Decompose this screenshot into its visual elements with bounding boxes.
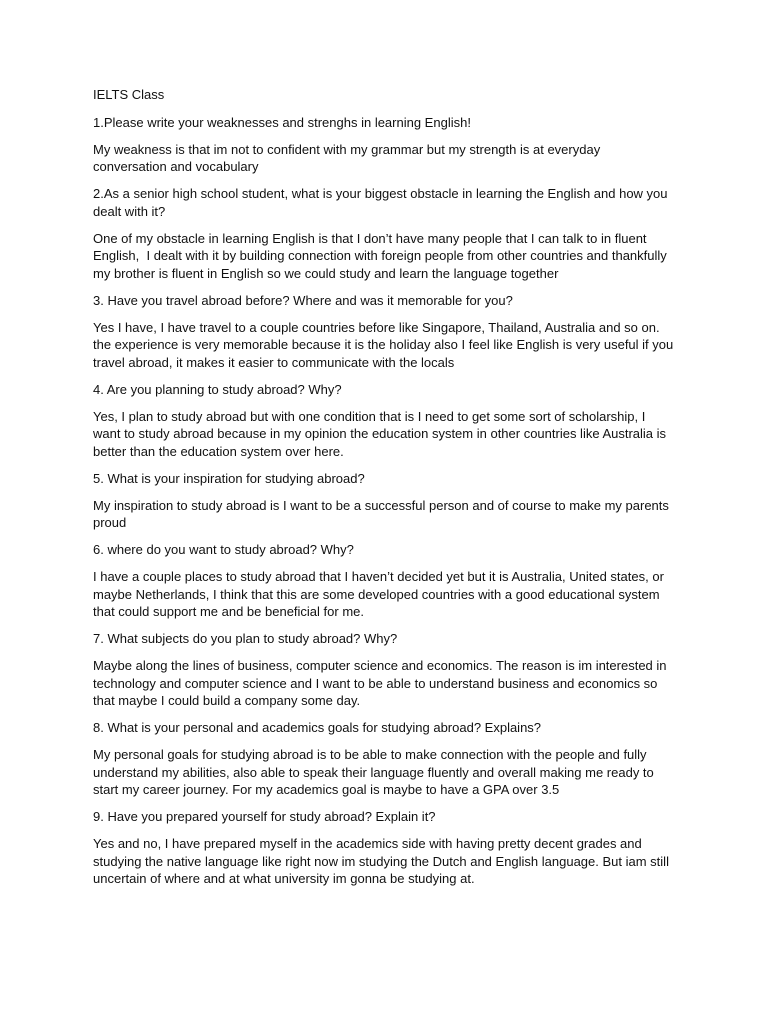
answer-2: One of my obstacle in learning English is that I don’t have many people that I can talk to in fluent English, I dealt with it by building connection with foreign people from other countries and thankfully my brother is fluent in English so we could study and learn the language together (93, 230, 671, 281)
question-8: 8. What is your personal and academics goals for studying abroad? Explains? (93, 720, 542, 735)
question-7: 7. What subjects do you plan to study abroad? Why? (93, 631, 398, 646)
question-6: 6. where do you want to study abroad? Why? (93, 542, 354, 557)
question-2: 2.As a senior high school student, what is your biggest obstacle in learning the English and how you dealt with it? (93, 186, 672, 219)
answer-9: Yes and no, I have prepared myself in the academics side with having pretty decent grades and studying the native language like right now im studying the Dutch and English language. But iam still uncertain of where and at what university im gonna be studying at. (93, 836, 673, 886)
question-3: 3. Have you travel abroad before? Where and was it memorable for you? (93, 292, 513, 308)
answer-5: My inspiration to study abroad is I want to be a successful person and of course to make my parents proud (93, 497, 673, 530)
answer-3: Yes I have, I have travel to a couple countries before like Singapore, Thailand, Australia and so on. the experience is very memorable because it is the holiday also I feel like English is very useful if you travel abroad, it makes it easier to communicate with the locals (93, 319, 677, 370)
answer-1: My weakness is that im not to confident with my grammar but my strength is at everyday conversation and vocabulary (93, 141, 604, 174)
question-1: 1.Please write your weaknesses and strenghs in learning English! (93, 114, 471, 130)
answer-8: My personal goals for studying abroad is to be able to make connection with the people and fully understand my abilities, also able to speak their language fluently and overall making me ready to start my career journey. For my academics goal is maybe to have a GPA over 3.5 (93, 747, 658, 797)
question-4: 4. Are you planning to study abroad? Why? (93, 381, 342, 397)
answer-6: I have a couple places to study abroad that I haven’t decided yet but it is Australia, United states, or maybe Netherlands, I think that this are some developed countries with a good educational system that could support me and be beneficial for me. (93, 569, 668, 619)
question-9: 9. Have you prepared yourself for study abroad? Explain it? (93, 809, 436, 824)
answer-7: Maybe along the lines of business, computer science and economics. The reason is im interested in technology and computer science and I want to be able to understand business and economics so that maybe I could build a company some day. (93, 658, 671, 708)
document-page (93, 86, 675, 897)
document-title: IELTS Class (93, 87, 165, 102)
answer-4: Yes, I plan to study abroad but with one condition that is I need to get some sort of scholarship, I want to study abroad because in my opinion the education system in other countries like Australia is better than the education system over here. (93, 408, 670, 459)
question-5: 5. What is your inspiration for studying abroad? (93, 470, 365, 486)
